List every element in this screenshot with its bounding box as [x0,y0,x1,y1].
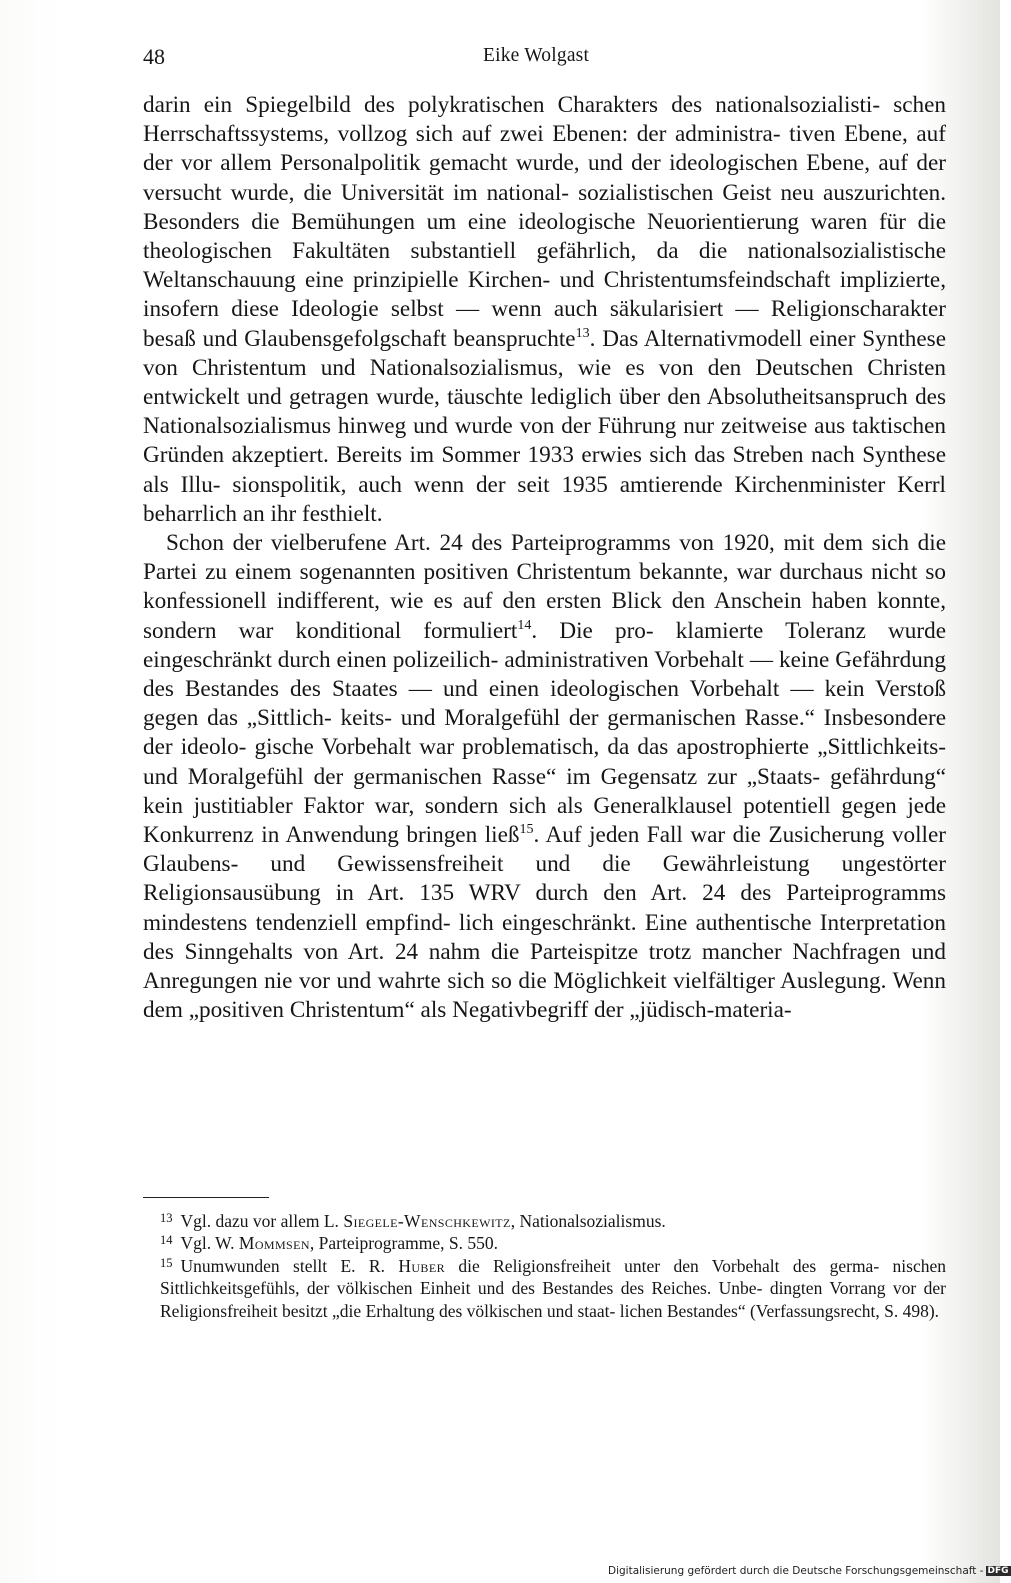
text-run: . Auf jeden Fall war die Zusicherung voller Glaubens- und Gewissensfreiheit und die Gewährleistung ungestörter Religionsausübung in Art. 135 WRV durch den Art. 24 des Parteiprogramms mindestens tendenziell empfind- lich eingeschränkt. Eine authentische Interpretation des Sinngehalts von Art. 24 nahm die Parteispitze trotz mancher Nachfragen und Anregungen nie vor und wahrte sich so die Möglichkeit vielfältiger Auslegung. Wenn dem „positiven Christentum“ als Negativbegriff der „jüdisch-materia- [143,822,946,1024]
digitization-footer [608,1565,1009,1583]
paragraph [143,91,946,529]
footnote-text: , Parteiprogramme, S. 550. [309,1233,498,1254]
author-name: Mommsen [238,1233,310,1254]
text-run: . Die pro- klamierte Toleranz wurde eingeschränkt durch einen polizeilich- administrativen Vorbehalt — keine Gefährdung des Bestandes des Staates — und einen ideologischen Vorbehalt — kein Verstoß gegen das „Sittlich- keits- und Moralgefühl der germanischen Rasse.“ Insbesondere der ideolo- gische Vorbehalt war problematisch, da das apostrophierte „Sittlichkeits- und Moralgefühl der germanischen Rasse“ im Gegensatz zur „Staats- gefährdung“ kein justitiabler Faktor war, sondern sich als Generalklausel potentiell gegen jede Konkurrenz in Anwendung bringen ließ [143,617,946,849]
footnote-ref: 15 [519,822,534,838]
author-name: Huber [398,1255,445,1276]
footer-text: Digitalisierung gefördert durch die Deutsche Forschungsgemeinschaft - [608,1565,984,1577]
footnote-text: Vgl. W. [180,1233,239,1254]
dfg-logo: DFG [987,1566,1009,1576]
footnote-ref: 14 [517,617,532,633]
text-run: . Das Alternativmodell einer Synthese von Christentum und Nationalsozialismus, wie es von den Deutschen Christen entwickelt und getragen wurde, täuschte lediglich über den Absolutheitsanspruch des Nationalsozialismus hinweg und wurde von der Führung nur zeitweise aus taktischen Gründen akzeptiert. Bereits im Sommer 1933 erwies sich das Streben nach Synthese als Illu- sionspolitik, auch wenn der seit 1935 amtierende Kirchenminister Kerrl beharrlich an ihr festhielt. [143,325,946,527]
footnote-text: Vgl. dazu vor allem L. [180,1211,344,1231]
footnote-number: 15 [160,1255,173,1270]
text-run: Schon der vielberufene Art. 24 des Parteiprogramms von 1920, mit dem sich die Partei zu einem sogenannten positiven Christentum bekannte, war durchaus nicht so konfessionell indifferent, wie es auf den ersten Blick den Anschein haben konnte, sondern war konditional formuliert [143,530,946,644]
page-number: 48 [143,44,165,69]
footnote [143,1255,946,1322]
footnotes [143,1210,946,1322]
footnote-number: 14 [160,1233,173,1248]
footnote-text: Unumwunden stellt E. R. [180,1255,399,1276]
body-text [143,91,946,1026]
footnote-rule [143,1197,269,1198]
paragraph [143,529,946,1025]
footnote-text: , Nationalsozialismus. [510,1211,666,1231]
author-name: Siegele-Wenschkewitz [343,1211,511,1231]
page-header [143,44,946,74]
footnote [143,1232,946,1254]
footnote-number: 13 [160,1211,173,1225]
text-run: darin ein Spiegelbild des polykratischen Charakters des nationalsozialisti- schen Herrschaftssystems, vollzog sich auf zwei Ebenen: der administra- tiven Ebene, auf der vor allem Personalpolitik gemacht wurde, und der ideologischen Ebene, auf der versucht wurde, die Universität im national- sozialistischen Geist neu auszurichten. Besonders die Bemühungen um eine ideologische Neuorientierung waren für die theologischen Fakultäten substantiell gefährlich, da die nationalsozialistische Weltanschauung eine prinzipielle Kirchen- und Christentumsfeindschaft implizierte, insofern diese Ideologie selbst — wenn auch säkularisiert — Religionscharakter besaß und Glaubensgefolgschaft beanspruchte [143,92,946,352]
footnote-ref: 13 [575,325,590,341]
running-head: Eike Wolgast [483,45,590,66]
footnote-text: die Religionsfreiheit unter den Vorbehalt des germa- nischen Sittlichkeitsgefühls, der völkischen Einheit und des Bestandes des Reiches. Unbe- dingten Vorrang vor der Religionsfreiheit besitzt „die Erhaltung des völkischen und staat- lichen Bestandes“ (Verfassungsrecht, S. 498). [160,1255,946,1321]
footnote [143,1210,946,1232]
